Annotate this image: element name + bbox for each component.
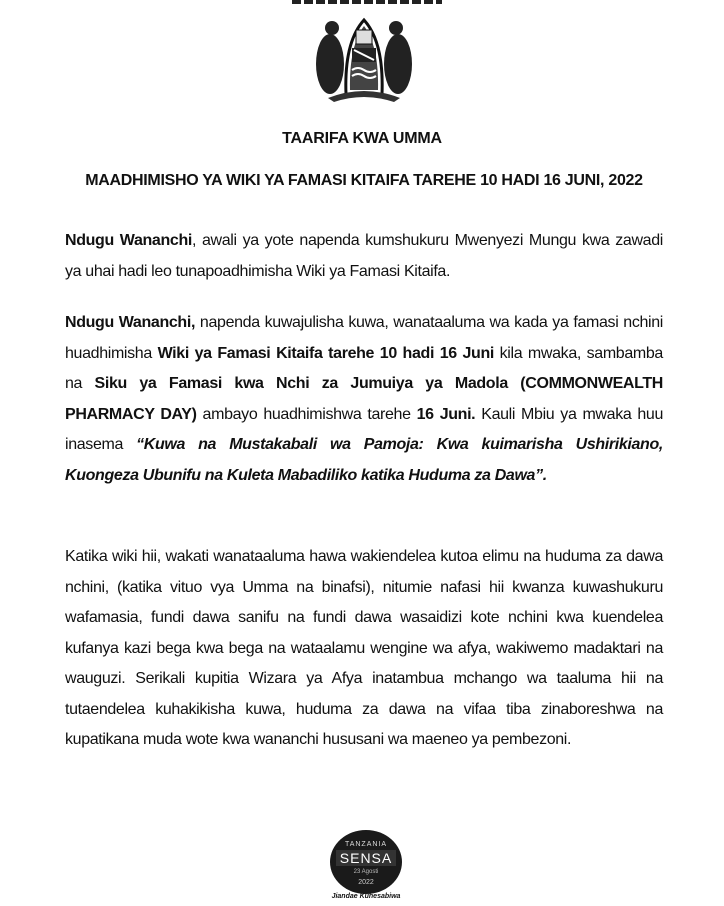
paragraph-text: ambayo huadhimishwa tarehe: [196, 405, 417, 423]
paragraph-1: [65, 226, 663, 287]
paragraph-text: kila mwaka, sambamba na: [65, 344, 663, 392]
commonwealth-day: Siku ya Famasi kwa Nchi za Jumuiya ya Madola (COMMONWEALTH PHARMACY DAY): [65, 375, 663, 423]
svg-text:23 Agosti: 23 Agosti: [353, 869, 379, 875]
sensa-2022-logo-icon: [318, 826, 414, 902]
theme-slogan: “Kuwa na Mustakabali wa Pamoja: Kwa kuimarisha Ushirikiano, Kuongeza Ubunifu na Kuleta Mabadiliko katika Huduma za Dawa”.: [65, 436, 664, 484]
document-subtitle: MAADHIMISHO YA WIKI YA FAMASI KITAIFA TAREHE 10 HADI 16 JUNI, 2022: [85, 172, 643, 189]
svg-text:Jiandae Kuhesabiwa: Jiandae Kuhesabiwa: [331, 893, 401, 900]
commonwealth-date: 16 Juni.: [416, 405, 476, 423]
paragraph-text: napenda kuwajulisha kuwa, wanataaluma wa kada ya famasi nchini huadhimisha: [65, 314, 663, 362]
paragraph-2: [65, 308, 663, 491]
paragraph-text: Katika wiki hii, wakati wanataaluma hawa wakiendelea kutoa elimu na huduma za dawa nchini, (katika vituo vya Umma na binafsi), nitumie nafasi hii kwanza kuwashukuru wafamasia, fundi dawa sanifu na fundi dawa wasaidizi kote nchini kwa kuendelea kufanya kazi bega kwa bega na wataalamu wengine wa afya, wakiwemo madaktari na wauguzi. Serikali kupitia Wizara ya Afya inatambua mchango wa taaluma hii na tutaendelea kuhakikisha kuwa, huduma za dawa na vifaa tiba zinaboreshwa na kupatikana muda wote kwa wananchi hususani wa maeneo ya pembezoni.: [65, 548, 663, 748]
svg-text:TANZANIA: TANZANIA: [344, 841, 388, 848]
salutation: Ndugu Wananchi,: [65, 314, 196, 331]
event-dates: Wiki ya Famasi Kitaifa tarehe 10 hadi 16 Juni: [157, 344, 494, 362]
salutation: Ndugu Wananchi: [65, 232, 192, 249]
paragraph-text: Kauli Mbiu ya mwaka huu inasema: [65, 405, 664, 453]
document-title: TAARIFA KWA UMMA: [282, 130, 442, 147]
svg-text:SENSA: SENSA: [339, 850, 393, 866]
svg-text:2022: 2022: [358, 879, 374, 886]
cropped-header-text: [292, 0, 442, 4]
paragraph-text: , awali ya yote napenda kumshukuru Mwenyezi Mungu kwa zawadi ya uhai hadi leo tunapoadhimisha Wiki ya Famasi Kitaifa.: [65, 232, 663, 280]
coat-of-arms-icon: [308, 12, 420, 104]
paragraph-3: [65, 542, 663, 756]
